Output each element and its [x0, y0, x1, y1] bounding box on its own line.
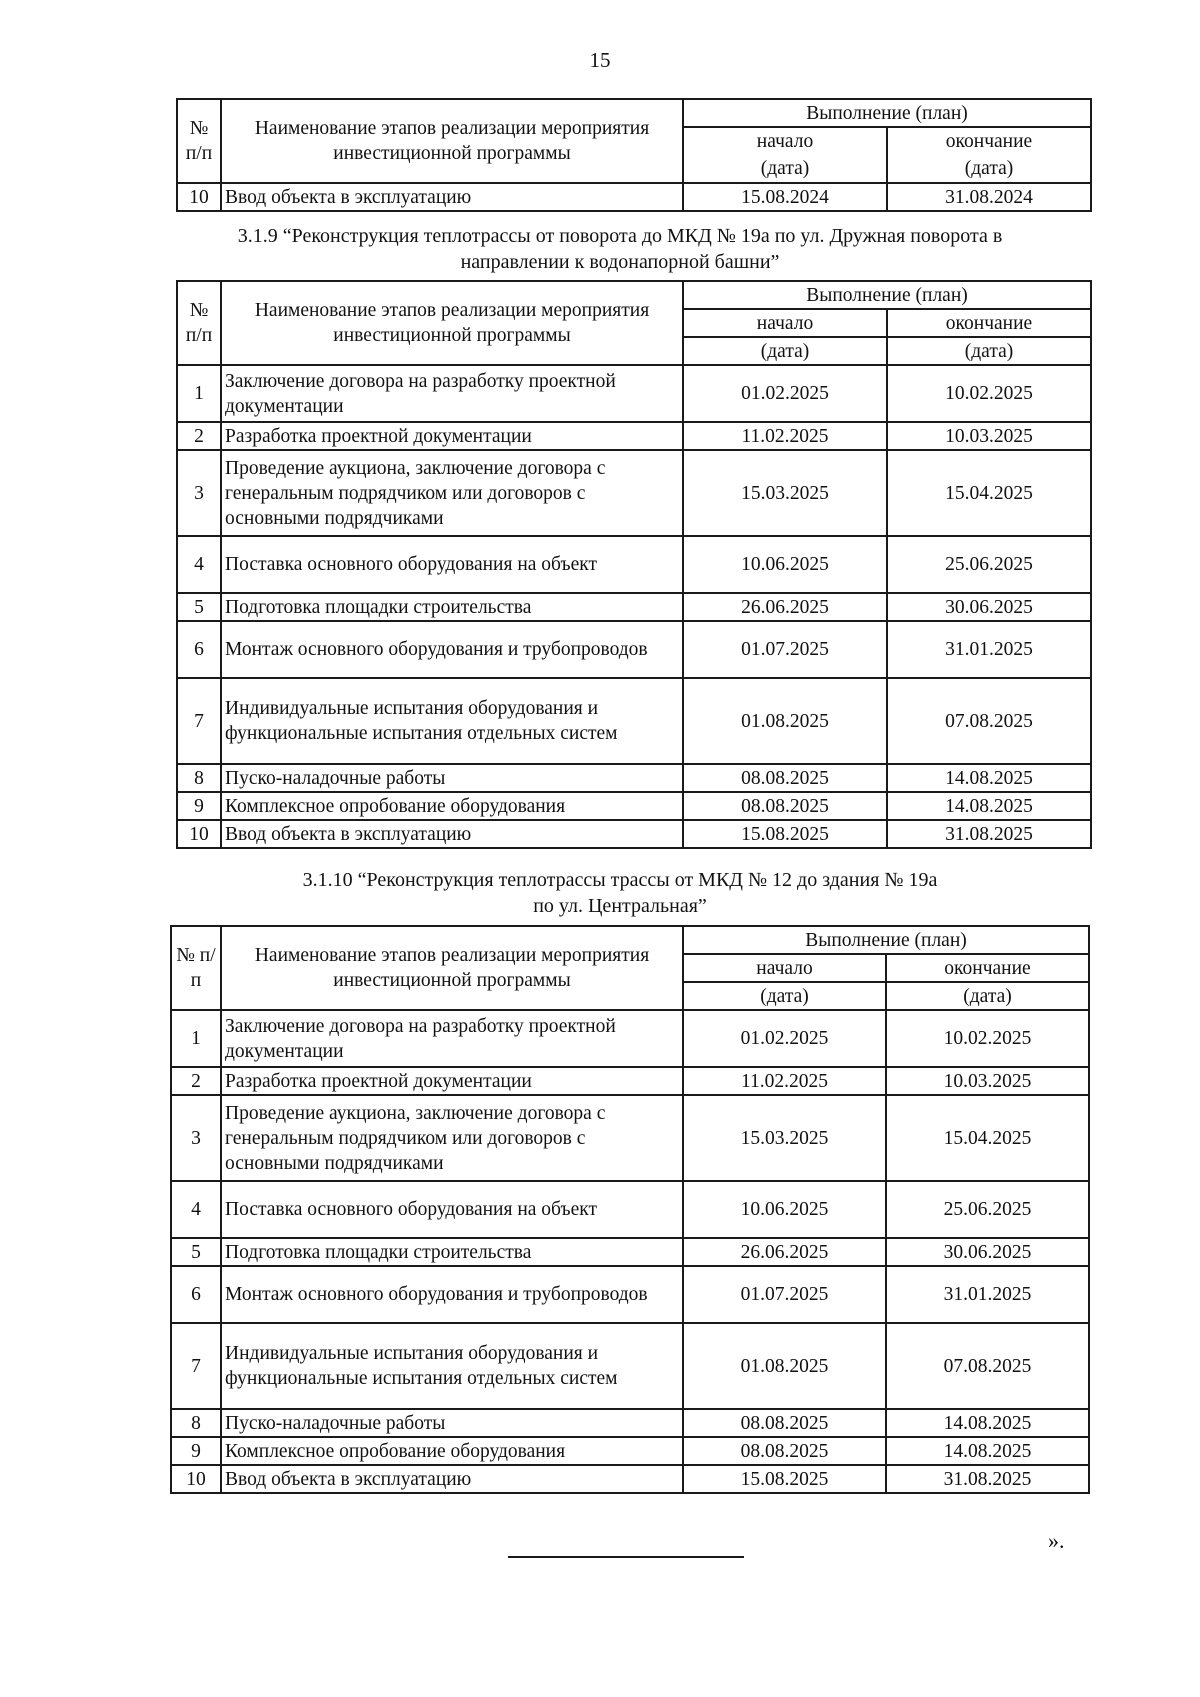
row-num: 9: [171, 1437, 221, 1465]
section-title-line: 3.1.10 “Реконструкция теплотрассы трассы от МКД № 12 до здания № 19а: [302, 869, 938, 891]
row-num: 2: [171, 1067, 221, 1095]
table-row: [171, 1010, 1089, 1067]
stages-table-3-1-9: [176, 280, 1092, 849]
row-stage: Пуско-наладочные работы: [221, 764, 683, 792]
header-stage: Наименование этапов реализации мероприятия инвестиционной программы: [221, 99, 683, 183]
row-num: 7: [171, 1323, 221, 1409]
row-start: 01.02.2025: [683, 365, 887, 422]
header-start-date: (дата): [683, 155, 887, 183]
row-start: 15.03.2025: [683, 1095, 886, 1181]
row-start: 10.06.2025: [683, 536, 887, 593]
table-row: [177, 450, 1091, 536]
row-start: 15.08.2025: [683, 1465, 886, 1493]
stages-table-3-1-10: [170, 925, 1090, 1494]
row-end: 14.08.2025: [886, 1437, 1089, 1465]
separator-line: [508, 1556, 744, 1558]
table-row: [171, 1095, 1089, 1181]
row-num: 8: [171, 1409, 221, 1437]
header-num: № п/п: [177, 281, 221, 365]
header-num: № п/п: [171, 926, 221, 1010]
row-num: 4: [171, 1181, 221, 1238]
header-start: начало: [683, 954, 886, 982]
row-stage: Разработка проектной документации: [221, 422, 683, 450]
row-num: 1: [171, 1010, 221, 1067]
row-end: 10.02.2025: [886, 1010, 1089, 1067]
table-row: [171, 1437, 1089, 1465]
row-start: 08.08.2025: [683, 764, 887, 792]
table-row: [177, 365, 1091, 422]
row-num: 5: [171, 1238, 221, 1266]
row-end: 14.08.2025: [887, 792, 1091, 820]
table-row: [177, 820, 1091, 848]
row-stage: Комплексное опробование оборудования: [221, 792, 683, 820]
table-row: [171, 1266, 1089, 1323]
row-end: 25.06.2025: [887, 536, 1091, 593]
header-end: окончание: [886, 954, 1089, 982]
table-row: [177, 621, 1091, 678]
row-start: 15.08.2025: [683, 820, 887, 848]
row-stage: Заключение договора на разработку проектной документации: [221, 365, 683, 422]
row-stage: Подготовка площадки строительства: [221, 593, 683, 621]
row-start: 11.02.2025: [683, 1067, 886, 1095]
table-row: [171, 1238, 1089, 1266]
row-end: 30.06.2025: [887, 593, 1091, 621]
stages-table-continued: [176, 98, 1092, 212]
row-start: 26.06.2025: [683, 1238, 886, 1266]
table-row: [171, 1067, 1089, 1095]
row-stage: Индивидуальные испытания оборудования и функциональные испытания отдельных систем: [221, 1323, 683, 1409]
row-end: 10.03.2025: [886, 1067, 1089, 1095]
row-stage: Поставка основного оборудования на объект: [221, 1181, 683, 1238]
row-stage: Проведение аукциона, заключение договора с генеральным подрядчиком или договоров с основными подрядчиками: [221, 1095, 683, 1181]
row-end: 14.08.2025: [886, 1409, 1089, 1437]
row-stage: Заключение договора на разработку проектной документации: [221, 1010, 683, 1067]
row-stage: Подготовка площадки строительства: [221, 1238, 683, 1266]
header-end-date: (дата): [887, 337, 1091, 365]
page-number: 15: [589, 48, 611, 72]
row-num: 1: [177, 365, 221, 422]
header-end: окончание: [887, 127, 1091, 155]
row-num: 10: [177, 820, 221, 848]
row-num: 3: [177, 450, 221, 536]
row-num: 3: [171, 1095, 221, 1181]
row-stage: Монтаж основного оборудования и трубопроводов: [221, 621, 683, 678]
row-start: 15.03.2025: [683, 450, 887, 536]
row-start: 01.02.2025: [683, 1010, 886, 1067]
row-num: 8: [177, 764, 221, 792]
row-end: 31.01.2025: [887, 621, 1091, 678]
row-stage: Пуско-наладочные работы: [221, 1409, 683, 1437]
row-stage: Поставка основного оборудования на объект: [221, 536, 683, 593]
row-stage: Ввод объекта в эксплуатацию: [221, 1465, 683, 1493]
row-end: 14.08.2025: [887, 764, 1091, 792]
section-title-line: 3.1.9 “Реконструкция теплотрассы от поворота до МКД № 19а по ул. Дружная поворота в: [237, 225, 1003, 247]
table-row: [177, 678, 1091, 764]
row-end: 31.08.2024: [887, 183, 1091, 211]
header-start: начало: [683, 127, 887, 155]
closing-quote-mark: ».: [1048, 1528, 1065, 1553]
row-end: 07.08.2025: [887, 678, 1091, 764]
row-end: 30.06.2025: [886, 1238, 1089, 1266]
header-execution: Выполнение (план): [683, 99, 1091, 127]
section-title-line: по ул. Центральная”: [533, 895, 707, 917]
row-stage: Ввод объекта в эксплуатацию: [221, 820, 683, 848]
row-num: 7: [177, 678, 221, 764]
header-start: начало: [683, 309, 887, 337]
table-row: [177, 792, 1091, 820]
row-end: 31.08.2025: [887, 820, 1091, 848]
header-end: окончание: [887, 309, 1091, 337]
row-end: 07.08.2025: [886, 1323, 1089, 1409]
row-stage: Монтаж основного оборудования и трубопроводов: [221, 1266, 683, 1323]
section-title-3-1-9: [170, 223, 1070, 275]
row-stage: Разработка проектной документации: [221, 1067, 683, 1095]
row-start: 01.07.2025: [683, 1266, 886, 1323]
row-start: 08.08.2025: [683, 1437, 886, 1465]
row-end: 10.02.2025: [887, 365, 1091, 422]
row-num: 10: [171, 1465, 221, 1493]
row-end: 15.04.2025: [887, 450, 1091, 536]
row-num: 6: [177, 621, 221, 678]
table-row: [171, 1181, 1089, 1238]
header-end-date: (дата): [887, 155, 1091, 183]
row-num: 9: [177, 792, 221, 820]
row-start: 10.06.2025: [683, 1181, 886, 1238]
row-start: 08.08.2025: [683, 1409, 886, 1437]
row-start: 08.08.2025: [683, 792, 887, 820]
row-start: 26.06.2025: [683, 593, 887, 621]
row-start: 01.07.2025: [683, 621, 887, 678]
table-row: [171, 1409, 1089, 1437]
row-stage: Комплексное опробование оборудования: [221, 1437, 683, 1465]
header-execution: Выполнение (план): [683, 281, 1091, 309]
row-start: 15.08.2024: [683, 183, 887, 211]
row-stage: Индивидуальные испытания оборудования и функциональные испытания отдельных систем: [221, 678, 683, 764]
header-execution: Выполнение (план): [683, 926, 1089, 954]
table-row: [177, 183, 1091, 211]
header-start-date: (дата): [683, 982, 886, 1010]
header-end-date: (дата): [886, 982, 1089, 1010]
row-num: 6: [171, 1266, 221, 1323]
section-title-line: направлении к водонапорной башни”: [460, 251, 780, 273]
table-row: [177, 422, 1091, 450]
row-end: 31.01.2025: [886, 1266, 1089, 1323]
row-stage: Ввод объекта в эксплуатацию: [221, 183, 683, 211]
header-start-date: (дата): [683, 337, 887, 365]
row-start: 01.08.2025: [683, 678, 887, 764]
header-stage: Наименование этапов реализации мероприятия инвестиционной программы: [221, 926, 683, 1010]
row-num: 10: [177, 183, 221, 211]
row-num: 2: [177, 422, 221, 450]
row-end: 10.03.2025: [887, 422, 1091, 450]
table-row: [177, 593, 1091, 621]
row-end: 25.06.2025: [886, 1181, 1089, 1238]
header-num: № п/п: [177, 99, 221, 183]
row-end: 31.08.2025: [886, 1465, 1089, 1493]
section-title-3-1-10: [170, 867, 1070, 919]
table-row: [177, 764, 1091, 792]
row-stage: Проведение аукциона, заключение договора с генеральным подрядчиком или договоров с основными подрядчиками: [221, 450, 683, 536]
header-stage: Наименование этапов реализации мероприятия инвестиционной программы: [221, 281, 683, 365]
row-start: 11.02.2025: [683, 422, 887, 450]
row-num: 4: [177, 536, 221, 593]
row-num: 5: [177, 593, 221, 621]
table-row: [171, 1465, 1089, 1493]
table-row: [177, 536, 1091, 593]
row-end: 15.04.2025: [886, 1095, 1089, 1181]
table-row: [171, 1323, 1089, 1409]
row-start: 01.08.2025: [683, 1323, 886, 1409]
